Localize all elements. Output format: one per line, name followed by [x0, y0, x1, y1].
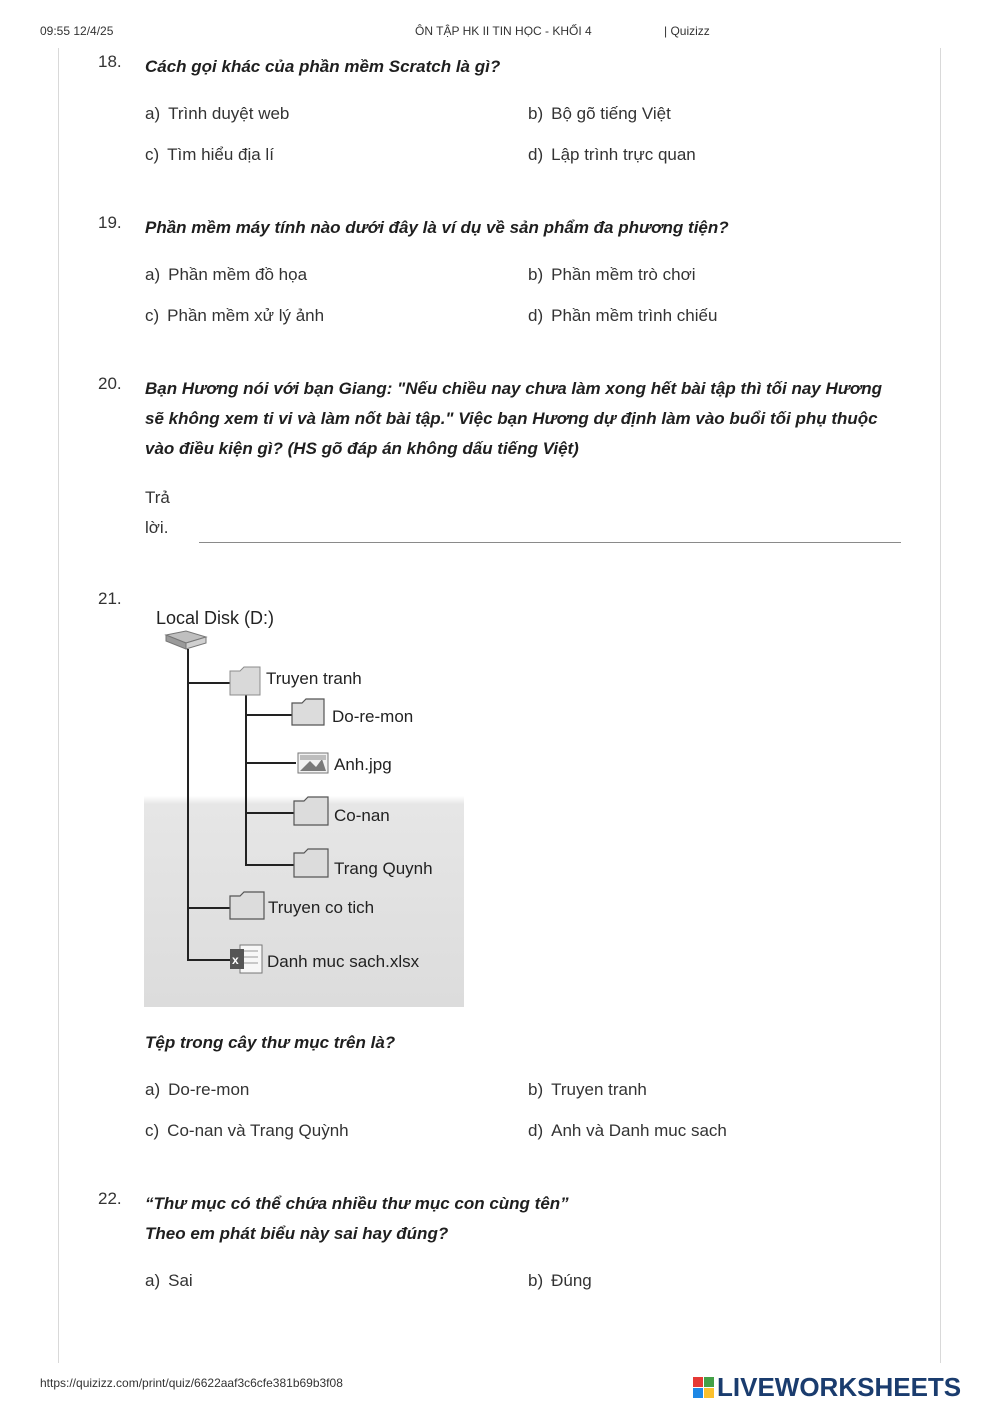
answer-input-line[interactable] — [199, 542, 901, 543]
print-datetime: 09:55 12/4/25 — [40, 24, 114, 38]
brand-name: LIVEWORKSHEETS — [717, 1372, 962, 1402]
question-number: 18. — [98, 52, 122, 71]
option-c[interactable] — [145, 306, 324, 326]
option-a[interactable] — [145, 1080, 249, 1100]
option-text: Sai — [168, 1271, 193, 1290]
question-text-line: “Thư mục có thể chứa nhiều thư mục con cùng tên” — [145, 1194, 569, 1213]
question-text: Tệp trong cây thư mục trên là? — [145, 1033, 396, 1052]
left-border — [58, 48, 59, 1363]
option-a[interactable] — [145, 265, 307, 285]
option-letter: c) — [145, 1121, 160, 1140]
option-d[interactable] — [528, 1121, 727, 1141]
site-name: | Quizizz — [664, 24, 710, 38]
option-letter: b) — [528, 1080, 544, 1099]
option-letter: c) — [145, 306, 160, 325]
question-text — [145, 1189, 890, 1249]
right-border — [940, 48, 941, 1363]
excel-file-icon — [230, 945, 262, 973]
image-file-icon — [298, 753, 328, 773]
option-text: Anh và Danh muc sach — [551, 1121, 727, 1140]
option-c[interactable] — [145, 1121, 349, 1141]
answer-label — [145, 483, 170, 543]
question-number: 21. — [98, 589, 122, 608]
question-text-line: Theo em phát biểu này sai hay đúng? — [145, 1224, 449, 1243]
option-text: Truyen tranh — [551, 1080, 647, 1099]
folder-tree-image — [144, 601, 464, 1007]
tree-root-label: Local Disk (D:) — [156, 608, 275, 628]
option-letter: a) — [145, 1080, 161, 1099]
option-d[interactable] — [528, 145, 696, 165]
option-letter: c) — [145, 145, 160, 164]
option-letter: d) — [528, 145, 544, 164]
drive-icon — [166, 631, 206, 649]
option-text: Co-nan và Trang Quỳnh — [167, 1121, 349, 1140]
folder-icon — [294, 797, 328, 825]
svg-text:x: x — [232, 953, 239, 967]
question-text: Cách gọi khác của phần mềm Scratch là gì? — [145, 57, 501, 76]
question-text-line: vào điều kiện gì? (HS gõ đáp án không dấu tiếng Việt) — [145, 439, 579, 458]
tree-item-label: Truyen co tich — [268, 898, 375, 917]
folder-icon — [230, 892, 264, 919]
tree-item-label: Trang Quynh — [334, 859, 433, 878]
option-letter: a) — [145, 104, 161, 123]
folder-tree-diagram — [144, 601, 464, 1007]
folder-icon — [294, 849, 328, 877]
option-letter: b) — [528, 104, 544, 123]
question-text: Phần mềm máy tính nào dưới đây là ví dụ về sản phẩm đa phương tiện? — [145, 218, 729, 237]
question-text-line: Bạn Hương nói với bạn Giang: "Nếu chiều nay chưa làm xong hết bài tập thì tối nay Hương — [145, 379, 883, 398]
answer-label-line: lời. — [145, 518, 169, 537]
option-text: Phần mềm xử lý ảnh — [167, 306, 325, 325]
question-text-line: sẽ không xem ti vi và làm nốt bài tập." Việc bạn Hương dự định làm vào buổi tối phụ thuộc — [145, 409, 878, 428]
option-text: Phần mềm trò chơi — [551, 265, 696, 284]
tree-item-label: Danh muc sach.xlsx — [267, 952, 420, 971]
option-a[interactable] — [145, 1271, 193, 1291]
option-text: Tìm hiểu địa lí — [167, 145, 274, 164]
option-text: Bộ gõ tiếng Việt — [551, 104, 671, 123]
option-text: Lập trình trực quan — [551, 145, 696, 164]
option-d[interactable] — [528, 306, 717, 326]
tree-item-label: Anh.jpg — [334, 755, 392, 774]
option-b[interactable] — [528, 265, 696, 285]
question-number: 19. — [98, 213, 122, 232]
option-letter: b) — [528, 1271, 544, 1290]
option-letter: d) — [528, 1121, 544, 1140]
tree-item-label: Truyen tranh — [266, 669, 362, 688]
folder-icon — [292, 699, 324, 725]
page-url[interactable]: https://quizizz.com/print/quiz/6622aaf3c6cfe381b69b3f08 — [40, 1376, 343, 1390]
question-number: 20. — [98, 374, 122, 393]
option-c[interactable] — [145, 145, 274, 165]
option-a[interactable] — [145, 104, 289, 124]
option-text: Phần mềm trình chiếu — [551, 306, 718, 325]
option-b[interactable] — [528, 104, 671, 124]
option-text: Phần mềm đồ họa — [168, 265, 308, 284]
option-text: Trình duyệt web — [168, 104, 290, 123]
answer-label-line: Trả — [145, 488, 170, 507]
option-letter: d) — [528, 306, 544, 325]
liveworksheets-logo — [693, 1372, 961, 1403]
brand-mark-icon — [693, 1377, 714, 1398]
option-letter: a) — [145, 265, 161, 284]
option-letter: b) — [528, 265, 544, 284]
option-letter: a) — [145, 1271, 161, 1290]
option-b[interactable] — [528, 1080, 647, 1100]
page-footer — [0, 1372, 999, 1402]
tree-item-label: Co-nan — [334, 806, 390, 825]
page-header — [0, 24, 999, 42]
option-text: Do-re-mon — [168, 1080, 250, 1099]
tree-item-label: Do-re-mon — [332, 707, 414, 726]
option-b[interactable] — [528, 1271, 592, 1291]
question-number: 22. — [98, 1189, 122, 1208]
option-text: Đúng — [551, 1271, 592, 1290]
page-title: ÔN TẬP HK II TIN HỌC - KHỐI 4 — [415, 24, 592, 38]
folder-icon — [230, 667, 260, 695]
question-text — [145, 374, 890, 464]
